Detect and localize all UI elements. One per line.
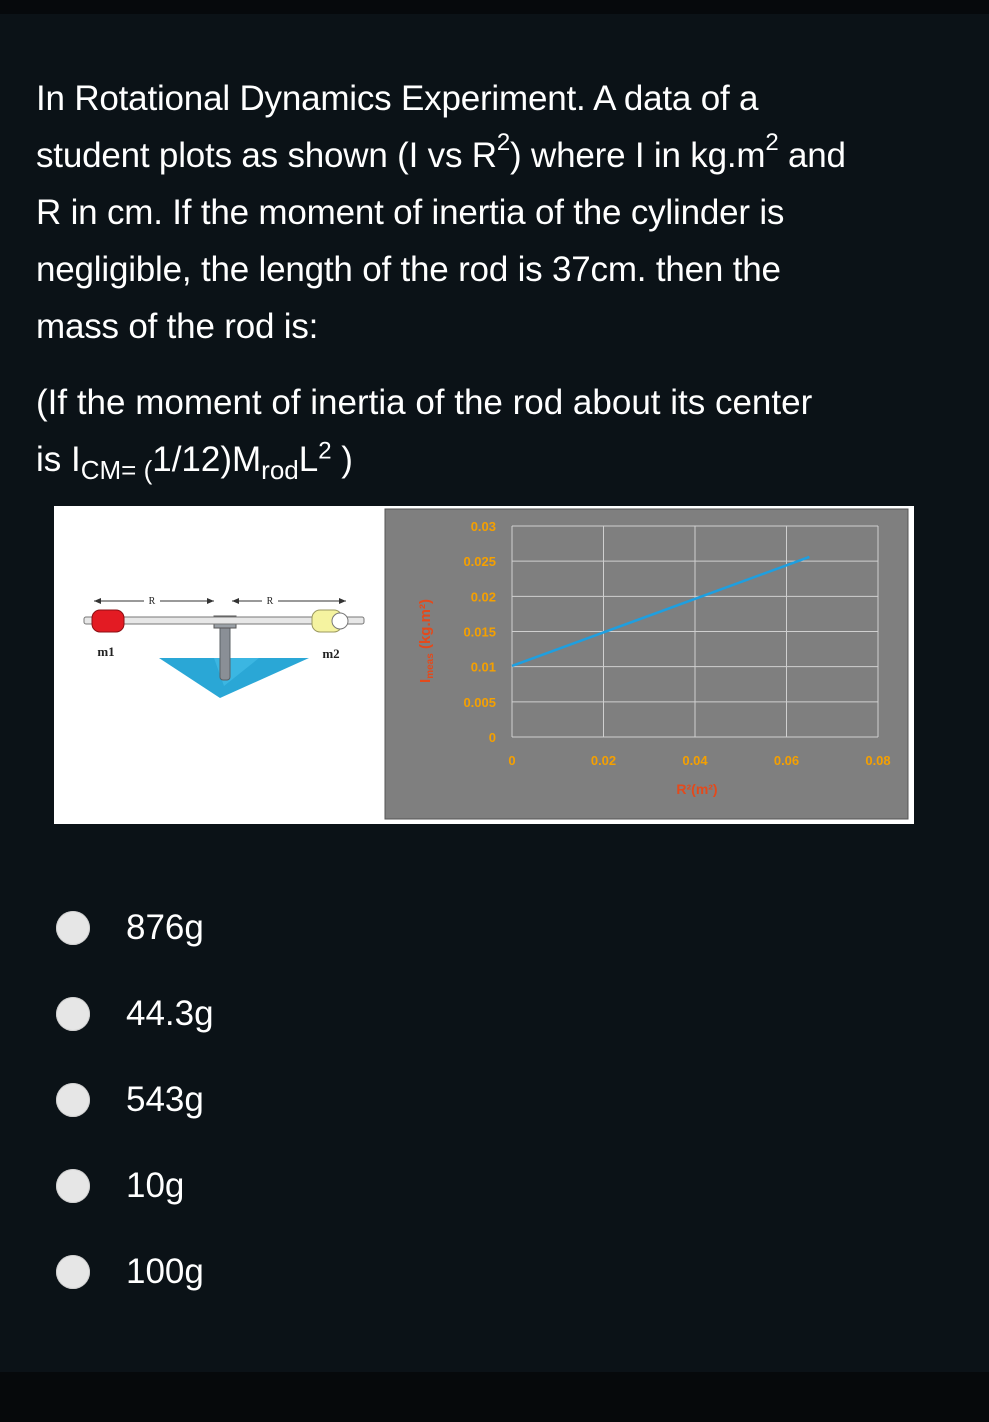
question-line-2: student plots as shown (I vs $R^2$) where I in $kg.m^2$ and xyxy=(36,129,846,175)
chart-y-axis-label: $I_{meas}$ (kg.m²) xyxy=(417,599,436,683)
option-1[interactable] xyxy=(56,898,456,958)
radio-button-icon[interactable] xyxy=(56,1255,90,1289)
r1-arrow-left-icon xyxy=(94,598,101,604)
r2-arrow-left-icon xyxy=(232,598,239,604)
question-line-3: R in cm. If the moment of inertia of the cylinder is xyxy=(36,193,785,232)
apparatus-axle xyxy=(220,624,230,680)
option-label: 10g xyxy=(126,1166,185,1205)
radio-button-icon[interactable] xyxy=(56,997,90,1031)
option-5[interactable] xyxy=(56,1242,456,1302)
chart-y-tick-label: 0.02 xyxy=(470,589,496,605)
question-text xyxy=(36,70,956,355)
chart xyxy=(385,509,908,819)
option-4[interactable] xyxy=(56,1156,456,1216)
question-line-4: negligible, the length of the rod is 37cm. then the xyxy=(36,250,781,289)
m1-label: m1 xyxy=(97,644,115,659)
chart-y-tick-label: 0.01 xyxy=(470,659,496,675)
radio-button-icon[interactable] xyxy=(56,1083,90,1117)
r2-label: R xyxy=(266,596,274,607)
chart-x-tick-label: 0 xyxy=(508,753,516,768)
r2-arrow-right-icon xyxy=(339,598,346,604)
radio-button-icon[interactable] xyxy=(56,911,90,945)
chart-x-axis-label: R²(m²) xyxy=(676,781,718,797)
option-label: 100g xyxy=(126,1252,204,1291)
m2-label: m2 xyxy=(322,646,340,661)
status-bar xyxy=(0,0,989,14)
radio-button-icon[interactable] xyxy=(56,1169,90,1203)
option-label: 44.3g xyxy=(126,994,214,1033)
mass-m1 xyxy=(92,610,124,632)
hint-line-1: (If the moment of inertia of the rod about its center xyxy=(36,383,813,422)
hint-text xyxy=(36,374,956,488)
hint-line-2: is $I_{CM= (}1/12)M_{rod}L^2$ ) xyxy=(36,437,353,485)
apparatus-diagram xyxy=(84,594,364,698)
chart-x-tick-label: 0.02 xyxy=(590,753,617,768)
r1-label: R xyxy=(148,596,156,607)
chart-x-tick-label: 0.06 xyxy=(773,753,800,768)
chart-x-tick-label: 0.04 xyxy=(682,753,708,768)
r1-arrow-right-icon xyxy=(207,598,214,604)
question-line-1: In Rotational Dynamics Experiment. A data of a xyxy=(36,79,759,118)
option-label: 543g xyxy=(126,1080,204,1119)
option-label: 876g xyxy=(126,908,204,947)
navigation-bar xyxy=(0,1372,989,1422)
question-line-5: mass of the rod is: xyxy=(36,307,319,346)
chart-y-tick-label: 0.005 xyxy=(463,694,496,710)
chart-y-tick-label: 0 xyxy=(488,730,496,745)
figure-svg xyxy=(54,506,914,824)
chart-y-tick-label: 0.025 xyxy=(463,554,496,570)
chart-y-tick-label: 0.015 xyxy=(463,624,496,640)
m2-knob xyxy=(332,613,348,629)
question-figure xyxy=(54,506,914,824)
option-3[interactable] xyxy=(56,1070,456,1130)
chart-x-tick-label: 0.08 xyxy=(865,753,891,768)
chart-y-tick-label: 0.03 xyxy=(470,519,496,534)
option-2[interactable] xyxy=(56,984,456,1044)
